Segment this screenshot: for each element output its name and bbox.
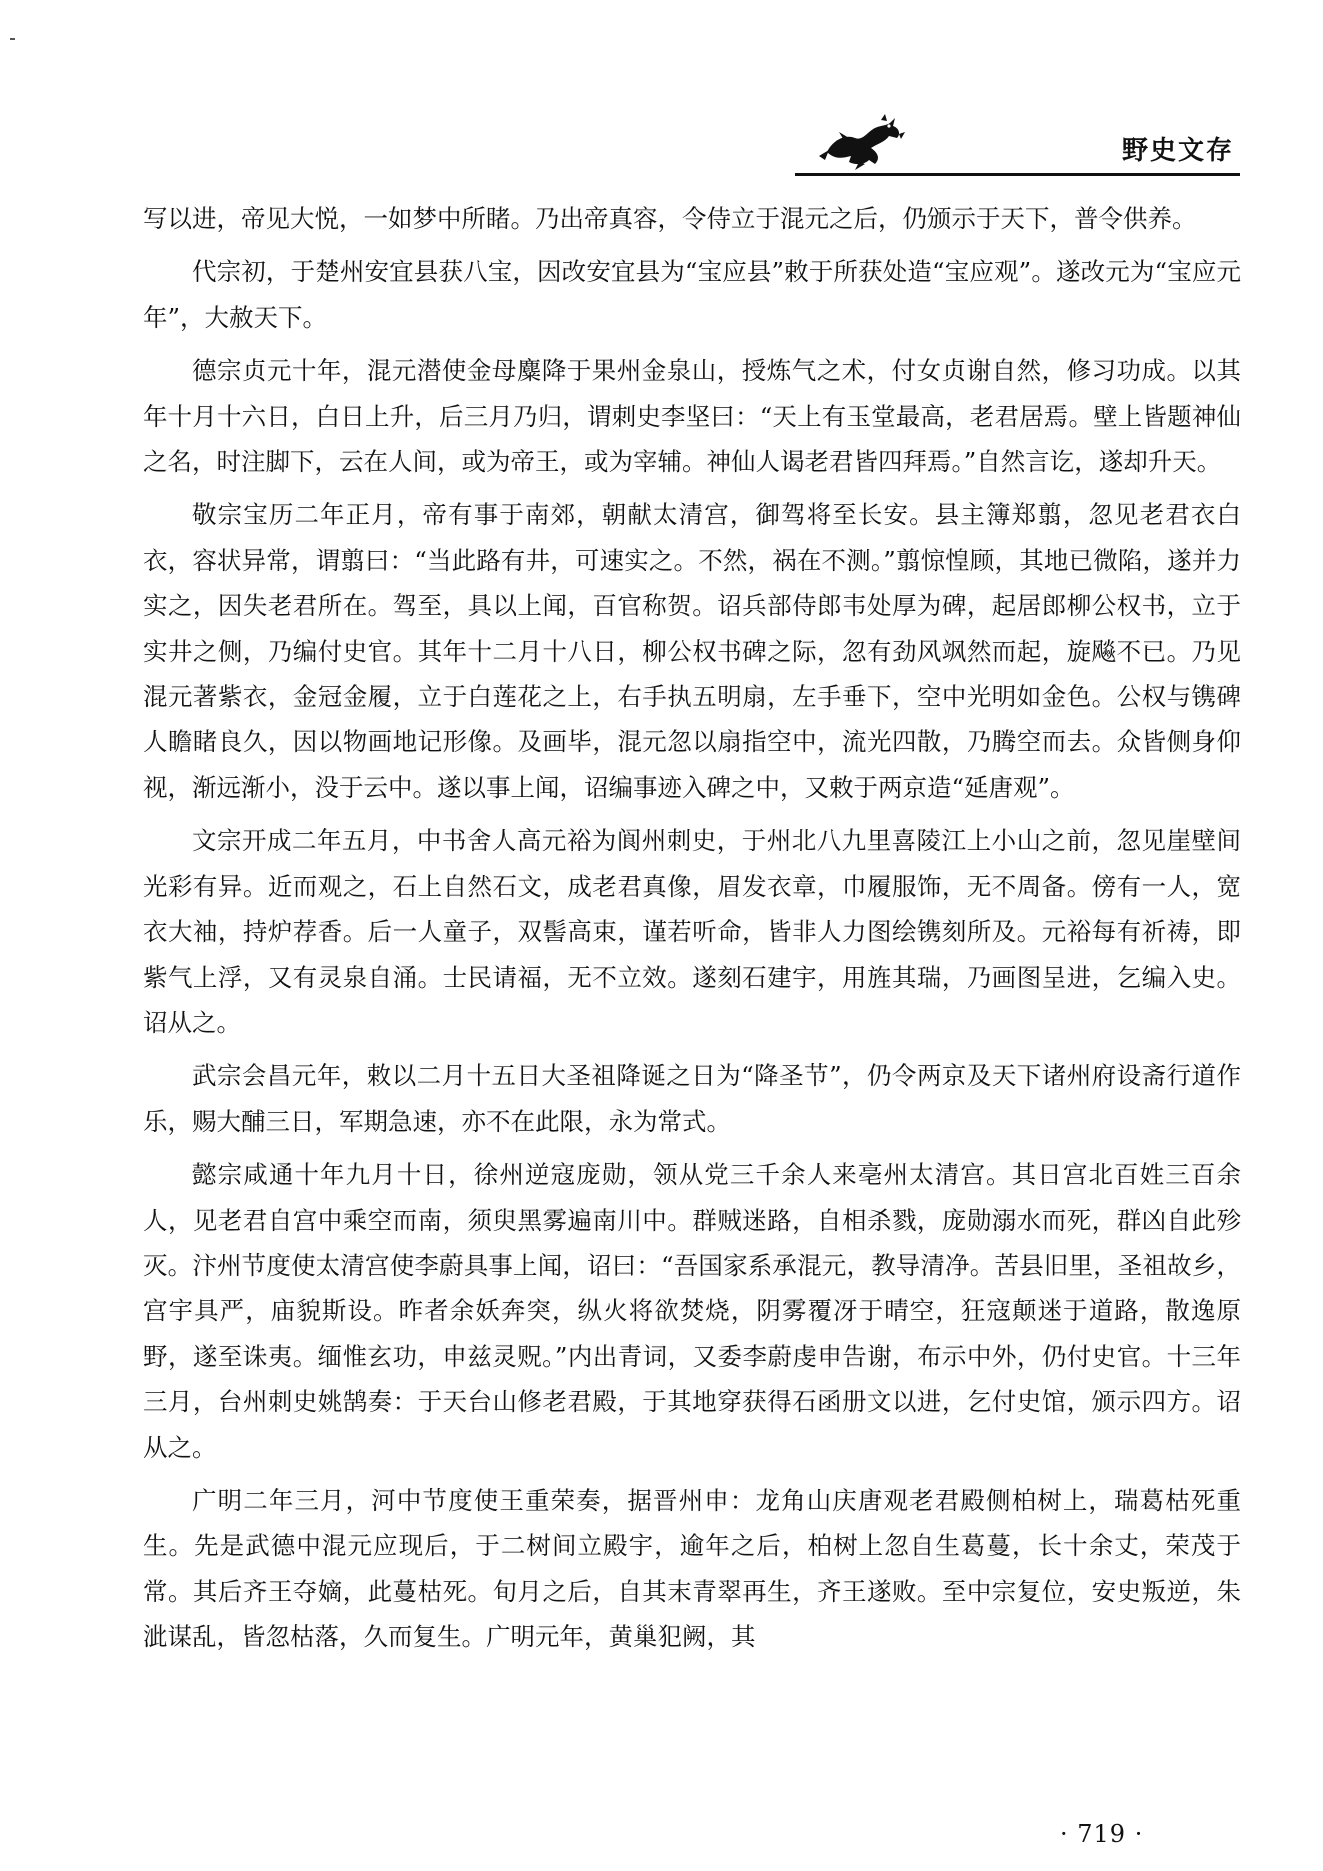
paragraph: 德宗贞元十年，混元潜使金母麋降于果州金泉山，授炼气之术，付女贞谢自然，修习功成。以其年十月十六日，白日上升，后三月乃归，谓刺史李坚曰：“天上有玉堂最高，老君居焉。壁上皆题神仙之名，时注脚下，云在人间，或为帝王，或为宰辅。神仙人谒老君皆四拜焉。”自然言讫，遂却升天。 [143,356,1241,477]
scan-artifact [10,38,15,40]
dragon-emblem-icon [815,112,905,170]
page-number: · 719 · [1060,1820,1144,1848]
paragraph: 代宗初，于楚州安宜县获八宝，因改安宜县为“宝应县”敕于所获处造“宝应观”。遂改元为“宝应元年”，大赦天下。 [143,257,1241,332]
paragraph: 敬宗宝历二年正月，帝有事于南郊，朝献太清宫，御驾将至长安。县主簿郑翦，忽见老君衣白衣，容状异常，谓翦曰：“当此路有井，可速实之。不然，祸在不测。”翦惊惶顾，其地已微陷，遂并力实之，因失老君所在。驾至，具以上闻，百官称贺。诏兵部侍郎韦处厚为碑，起居郎柳公权书，立于实井之侧，乃编付史官。其年十二月十八日，柳公权书碑之际，忽有劲风飒然而起，旋飚不已。乃见混元著紫衣，金冠金履，立于白莲花之上，右手执五明扇，左手垂下，空中光明如金色。公权与镌碑人瞻睹良久，因以物画地记形像。及画毕，混元忽以扇指空中，流光四散，乃腾空而去。众皆侧身仰视，渐远渐小，没于云中。遂以事上闻，诏编事迹入碑之中，又敕于两京造“延唐观”。 [143,500,1241,802]
paragraph: 写以进，帝见大悦，一如梦中所睹。乃出帝真容，令侍立于混元之后，仍颁示于天下，普令供养。 [143,204,1197,233]
header-title: 野史文存 [1121,136,1234,166]
paragraph: 文宗开成二年五月，中书舍人高元裕为阆州刺史，于州北八九里喜陵江上小山之前，忽见崖壁间光彩有异。近而观之，石上自然石文，成老君真像，眉发衣章，巾履服饰，无不周备。傍有一人，宽衣大袖，持炉荐香。后一人童子，双髻高束，谨若听命，皆非人力图绘镌刻所及。元裕每有祈祷，即紫气上浮，又有灵泉自涌。士民请福，无不立效。遂刻石建宇，用旌其瑞，乃画图呈进，乞编入史。诏从之。 [143,826,1241,1037]
running-header [795,108,1240,176]
paragraph: 武宗会昌元年，敕以二月十五日大圣祖降诞之日为“降圣节”，仍令两京及天下诸州府设斋行道作乐，赐大酺三日，军期急速，亦不在此限，永为常式。 [143,1061,1241,1136]
paragraph: 广明二年三月，河中节度使王重荣奏，据晋州申：龙角山庆唐观老君殿侧柏树上，瑞葛枯死重生。先是武德中混元应现后，于二树间立殿宇，逾年之后，柏树上忽自生葛蔓，长十余丈，荣茂于常。其后齐王夺嫡，此蔓枯死。旬月之后，自其末青翠再生，齐王遂败。至中宗复位，安史叛逆，朱泚谋乱，皆忽枯落，久而复生。广明元年，黄巢犯阙，其 [143,1485,1241,1652]
body-text [143,196,1241,1668]
paragraph: 懿宗咸通十年九月十日，徐州逆寇庞勋，领从党三千余人来亳州太清宫。其日宫北百姓三百余人，见老君自宫中乘空而南，须臾黑雾遍南川中。群贼迷路，自相杀戮，庞勋溺水而死，群凶自此殄灭。汴州节度使太清宫使李蔚具事上闻，诏曰：“吾国家系承混元，教导清净。苦县旧里，圣祖故乡，宫宇具严，庙貌斯设。昨者余妖奔突，纵火将欲焚烧，阴雾覆冴于晴空，狂寇颠迷于道路，散逸原野，遂至诛夷。缅惟玄功，申兹灵贶。”内出青词，又委李蔚虔申告谢，布示中外，仍付史官。十三年三月，台州刺史姚鹄奏：于天台山修老君殿，于其地穿获得石函册文以进，乞付史馆，颁示四方。诏从之。 [143,1160,1241,1462]
header-rule [795,173,1240,176]
